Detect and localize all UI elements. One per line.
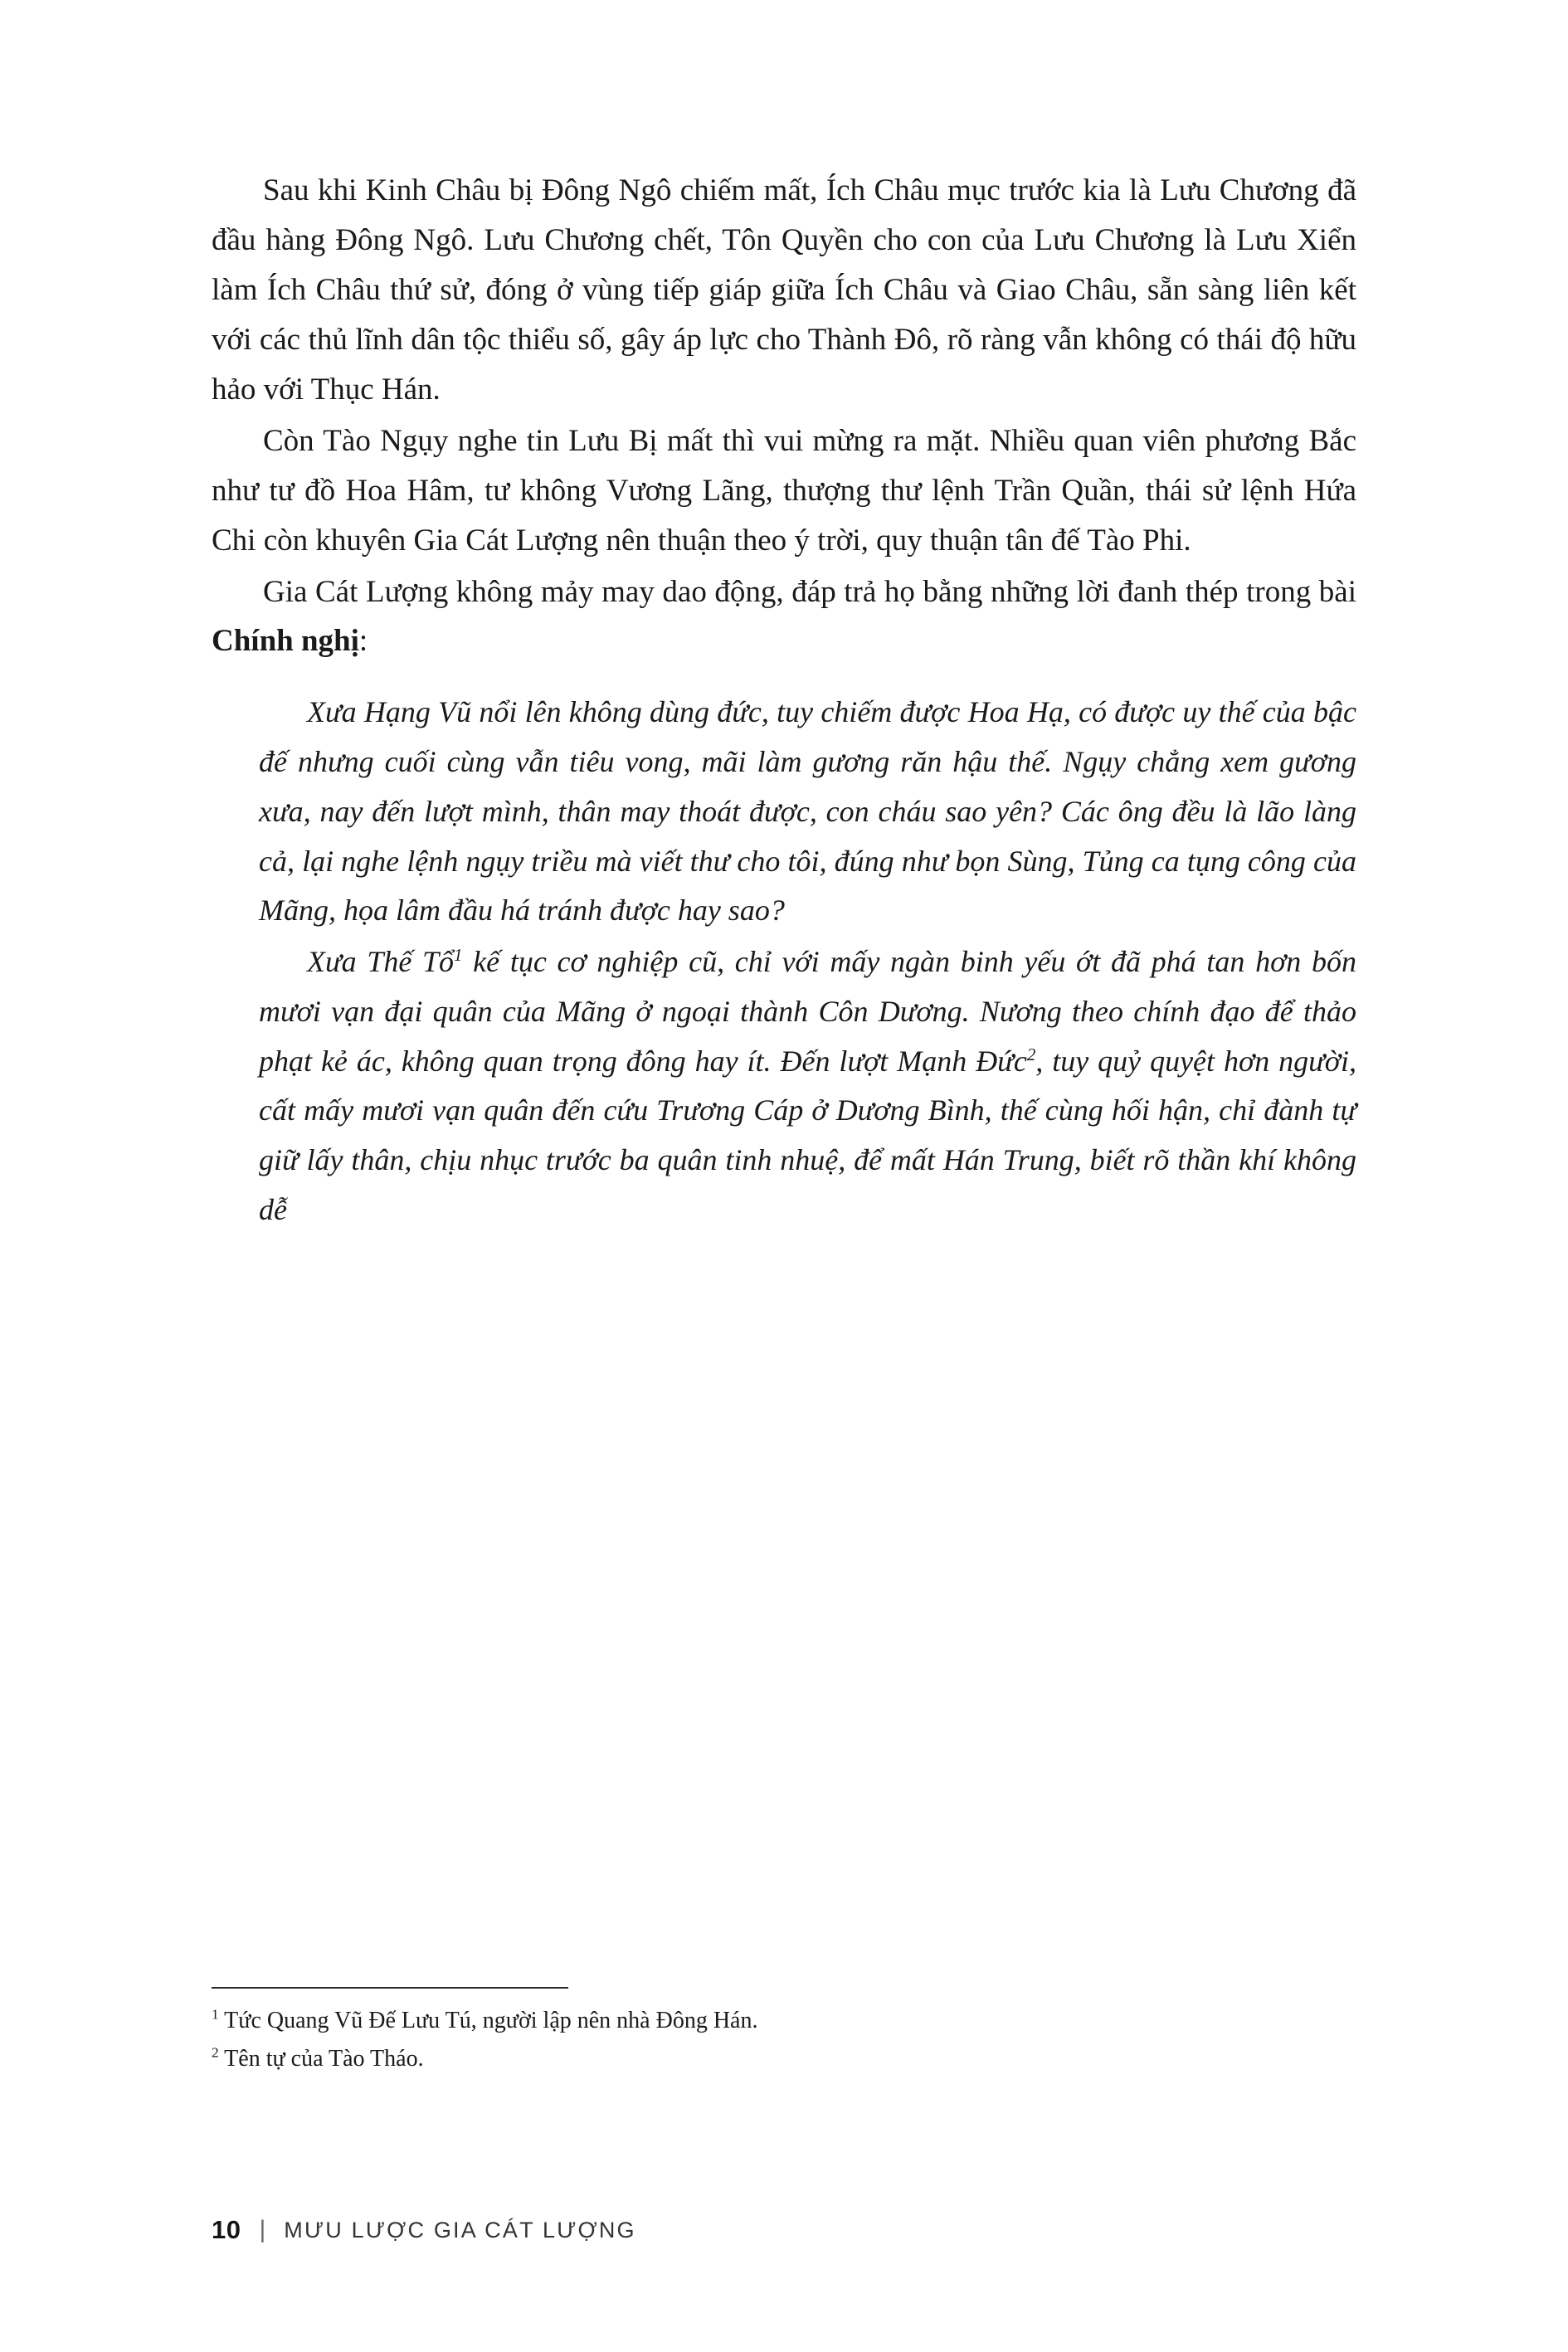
footnote-section xyxy=(212,1987,1356,2080)
footnote-2-marker: 2 xyxy=(212,2044,219,2061)
quote-paragraph-1: Xưa Hạng Vũ nổi lên không dùng đức, tuy chiếm được Hoa Hạ, có được uy thế của bậc đế nhưng cuối cùng vẫn tiêu vong, mãi làm gương răn hậu thế. Ngụy chẳng xem gương xưa, nay đến lượt mình, thân may thoát được, con cháu sao yên? Các ông đều là lão làng cả, lại nghe lệnh ngụy triều mà viết thư cho tôi, đúng như bọn Sùng, Tủng ca tụng công của Mãng, họa lâm đầu há tránh được hay sao? xyxy=(259,695,1356,928)
paragraph-2: Còn Tào Ngụy nghe tin Lưu Bị mất thì vui mừng ra mặt. Nhiều quan viên phương Bắc như tư đồ Hoa Hâm, tư không Vương Lãng, thượng thư lệnh Trần Quần, thái sử lệnh Hứa Chi còn khuyên Gia Cát Lượng nên thuận theo ý trời, quy thuận tân đế Tào Phi. xyxy=(212,423,1356,558)
quote-paragraph-2 xyxy=(212,937,1356,1235)
running-title: MƯU LƯỢC GIA CÁT LƯỢNG xyxy=(284,2217,636,2242)
page-number: 10 xyxy=(212,2215,241,2244)
footnote-2 xyxy=(212,2042,1356,2077)
paragraph-3 xyxy=(212,567,1356,667)
quote-2-seg-1: Xưa Thế Tổ xyxy=(307,945,455,979)
quote-2-seg-3: , tuy quỷ quyệt hơn người, cất mấy mươi vạn quân đến cứu Trương Cáp ở Dương Bình, thế cùng hối hận, chỉ đành tự giữ lấy thân, chịu nhục trước ba quân tinh nhuệ, để mất Hán Trung, biết rõ thần khí không dễ xyxy=(259,1044,1357,1226)
essay-title: Chính nghị xyxy=(212,624,359,659)
footnote-ref-1[interactable]: 1 xyxy=(454,945,463,966)
footnote-1-text: Tức Quang Vũ Đế Lưu Tú, người lập nên nhà Đông Hán. xyxy=(218,2008,758,2033)
paragraph-3-lead: Gia Cát Lượng không mảy may dao động, đáp trả họ bằng những lời đanh thép trong bài xyxy=(263,574,1356,609)
footnote-ref-2[interactable]: 2 xyxy=(1026,1044,1036,1064)
footer-separator: | xyxy=(259,2216,266,2243)
footnote-divider xyxy=(212,1987,568,1989)
paragraph-3-tail: : xyxy=(358,624,368,659)
paragraph-1: Sau khi Kinh Châu bị Đông Ngô chiếm mất, Ích Châu mục trước kia là Lưu Chương đã đầu hàng Đông Ngô. Lưu Chương chết, Tôn Quyền cho con của Lưu Chương là Lưu Xiển làm Ích Châu thứ sử, đóng ở vùng tiếp giáp giữa Ích Châu và Giao Châu, sẵn sàng liên kết với các thủ lĩnh dân tộc thiểu số, gây áp lực cho Thành Đô, rõ ràng vẫn không có thái độ hữu hảo với Thục Hán. xyxy=(212,173,1356,407)
quote-2-seg-2: kế tục cơ nghiệp cũ, chỉ với mấy ngàn binh yếu ớt đã phá tan hơn bốn mươi vạn đại quân của Mãng ở ngoại thành Côn Dương. Nương theo chính đạo để thảo phạt kẻ ác, không quan trọng đông hay ít. Đến lượt Mạnh Đức xyxy=(259,945,1356,1078)
page-footer xyxy=(212,2215,636,2245)
quoted-passage xyxy=(212,688,1356,1234)
footnote-1-marker: 1 xyxy=(212,2006,219,2023)
footnote-1 xyxy=(212,2004,1356,2038)
footnote-2-text: Tên tự của Tào Tháo. xyxy=(218,2046,424,2072)
